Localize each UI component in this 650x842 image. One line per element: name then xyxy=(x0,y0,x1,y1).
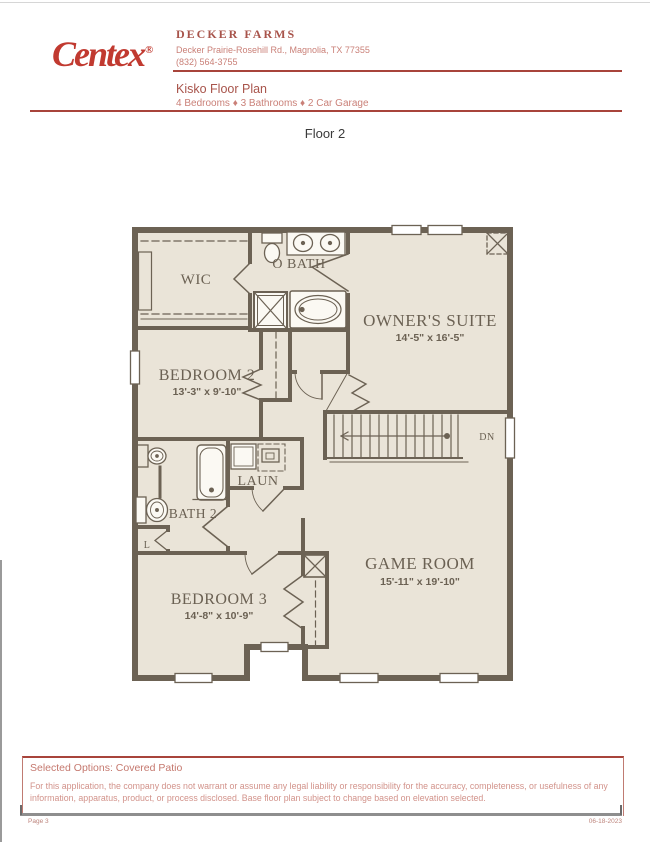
room-label-owners-bath: O BATH xyxy=(272,257,326,272)
double-vanity-sink-icon xyxy=(287,232,345,255)
window xyxy=(428,226,462,235)
page-number: Page 3 xyxy=(28,818,49,825)
community-name: DECKER FARMS xyxy=(176,27,297,41)
window xyxy=(506,418,515,458)
document-date: 06-18-2023 xyxy=(588,818,622,825)
window xyxy=(131,351,140,384)
room-label-bedroom3: BEDROOM 3 xyxy=(170,591,268,608)
room-dims-bedroom2: 13'-3" x 9'-10" xyxy=(172,386,242,398)
disclaimer-line1: For this application, the company does not warrant or assume any legal liability or responsibility for the accuracy, completeness, or usefulness of any xyxy=(30,781,608,791)
disclaimer-line2: information, apparatus, product, or process disclosed. Base floor plan subject to change based on elevation selected. xyxy=(30,792,486,803)
room-dims-game-room: 15'-11" x 19'-10" xyxy=(380,576,460,588)
stairs-dn-label: DN xyxy=(479,432,495,443)
bathtub2-icon xyxy=(193,445,226,500)
room-dims-owners-suite: 14'-5" x 16'-5" xyxy=(395,332,465,344)
window xyxy=(175,674,212,683)
floor-title: Floor 2 xyxy=(304,126,346,141)
bathtub-icon xyxy=(290,291,346,328)
window xyxy=(392,226,421,235)
room-label-linen: L xyxy=(143,540,151,551)
window xyxy=(440,674,478,683)
room-dims-bedroom3: 14'-8" x 10'-9" xyxy=(184,610,254,622)
shower-icon xyxy=(254,292,287,329)
plan-name: Kisko Floor Plan xyxy=(176,82,268,96)
toilet2-icon xyxy=(136,497,168,523)
footer-tick-right xyxy=(620,805,622,815)
window xyxy=(340,674,378,683)
community-phone: (832) 564-3755 xyxy=(176,57,238,67)
room-label-game-room: GAME ROOM xyxy=(365,554,475,573)
washer-icon xyxy=(231,444,256,469)
room-label-bath2: BATH 2 xyxy=(168,506,218,521)
room-label-wic: WIC xyxy=(180,272,212,288)
disclaimer xyxy=(30,781,618,804)
plan-features: 4 Bedrooms ♦ 3 Bathrooms ♦ 2 Car Garage xyxy=(176,98,369,109)
selected-options: Selected Options: Covered Patio xyxy=(30,762,183,774)
room-label-bedroom2: BEDROOM 2 xyxy=(158,367,256,384)
room-label-laundry: LAUN xyxy=(237,474,279,489)
footer-tick-left xyxy=(20,805,22,815)
community-address: Decker Prairie-Rosehill Rd., Magnolia, TX 77355 xyxy=(176,45,370,55)
room-label-owners-suite: OWNER'S SUITE xyxy=(363,311,497,330)
footer-divider xyxy=(20,813,622,816)
centex-logo-text: Centex xyxy=(52,34,144,74)
registered-mark: ® xyxy=(145,44,154,56)
window xyxy=(261,643,288,652)
